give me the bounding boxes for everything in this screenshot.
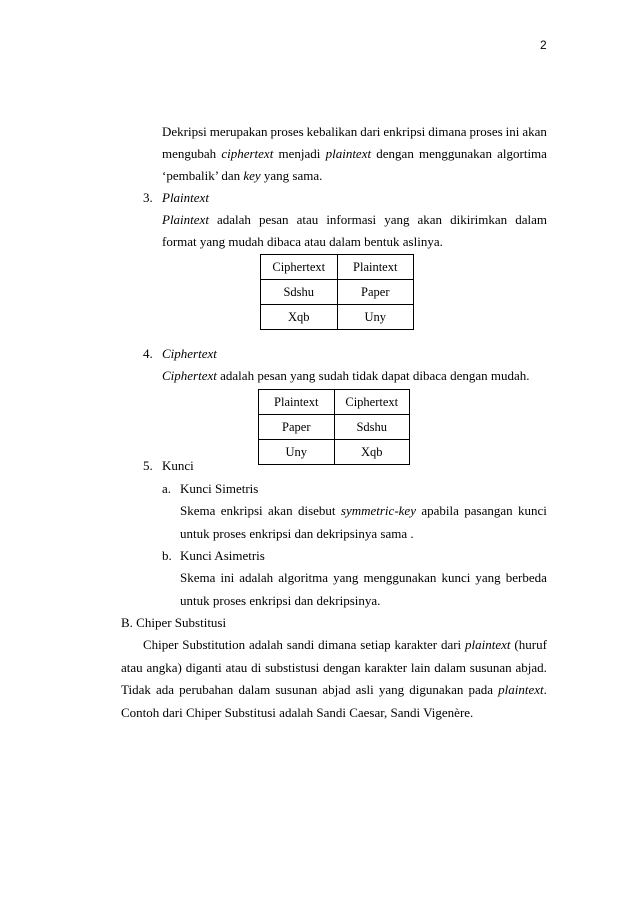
word: adalah (239, 570, 274, 585)
word: yang (378, 682, 405, 697)
word: Chiper (143, 637, 179, 652)
word: disebut (297, 503, 336, 518)
dekripsi-line-1 (162, 124, 547, 140)
term-plaintext: plaintext (465, 637, 511, 652)
word: asli (355, 682, 374, 697)
word: perubahan (179, 682, 234, 697)
item-heading-kunci-asimetris: Kunci Asimetris (180, 548, 265, 563)
word: atau (296, 212, 319, 227)
word: proses (469, 124, 503, 139)
table-cell: Xqb (261, 305, 338, 330)
text: menggunakan (419, 146, 492, 161)
word: pada (468, 682, 494, 697)
section-heading-plaintext (162, 190, 209, 206)
table-header-cell: Plaintext (259, 390, 335, 415)
term-plaintext: plaintext (498, 682, 544, 697)
page-number: 2 (540, 38, 547, 52)
term-plaintext: plaintext (325, 146, 372, 161)
word: sandi (286, 637, 315, 652)
table-cell: Paper (259, 415, 335, 440)
word: yang (475, 570, 501, 585)
dekripsi-line-2 (162, 146, 547, 162)
heading-text: Ciphertext (162, 346, 217, 361)
table-cell: Paper (337, 280, 414, 305)
word: di (251, 660, 262, 675)
word: diganti (185, 660, 222, 675)
table-header-row (261, 255, 414, 280)
word: karakter (394, 637, 438, 652)
text: menjadi (278, 146, 321, 161)
chiper-line-3 (121, 682, 547, 698)
word: atau (121, 660, 143, 675)
table-header-cell: Ciphertext (334, 390, 410, 415)
word: ini (505, 124, 520, 139)
word: karakter (364, 660, 408, 675)
punctuation: . (543, 682, 547, 697)
plaintext-ciphertext-table (258, 389, 410, 465)
plaintext-line-1 (162, 212, 547, 228)
word: dari (360, 124, 381, 139)
word: dengan (323, 660, 361, 675)
word: Skema (180, 503, 216, 518)
word: kebalikan (306, 124, 358, 139)
text: adalah pesan yang sudah tidak dapat dibaca dengan mudah. (216, 368, 530, 383)
table-row (261, 280, 414, 305)
chiper-line-4: Contoh dari Chiper Substitusi adalah Sandi Caesar, Sandi Vigenère. (121, 705, 474, 720)
word: digunakan (409, 682, 464, 697)
word: akan (268, 503, 293, 518)
term-ciphertext: ciphertext (221, 146, 274, 161)
word: menggunakan (363, 570, 437, 585)
word: kunci (441, 570, 471, 585)
term-plaintext: Plaintext (162, 212, 209, 227)
section-heading-chiper-substitusi: B. Chiper Substitusi (121, 615, 227, 630)
word: informasi (326, 212, 377, 227)
kunci-asimetris-line-1 (180, 570, 547, 586)
kunci-asimetris-line-2: untuk proses enkripsi dan dekripsinya. (180, 593, 381, 608)
text: ‘pembalik’ dan (162, 168, 244, 183)
word: proses (270, 124, 304, 139)
word: pasangan (464, 503, 513, 518)
table-row (259, 415, 410, 440)
word: apabila (421, 503, 459, 518)
section-heading-kunci: Kunci (162, 458, 194, 473)
ciphertext-line-1 (162, 368, 530, 384)
word: merupakan (209, 124, 268, 139)
chiper-line-1 (143, 637, 547, 653)
word: enkripsi (383, 124, 426, 139)
section-number-5: 5. (143, 458, 153, 473)
ciphertext-plaintext-table (260, 254, 414, 330)
text: dengan (376, 146, 414, 161)
table-cell: Xqb (334, 440, 410, 465)
word: enkripsi (220, 503, 263, 518)
text: mengubah (162, 146, 217, 161)
table-row (261, 305, 414, 330)
word: algoritma (278, 570, 329, 585)
word: adalah (216, 212, 251, 227)
term-key: key (243, 168, 261, 183)
word: atau (225, 660, 248, 675)
word: akan (417, 212, 443, 227)
word: adalah (249, 637, 283, 652)
chiper-line-2 (121, 660, 547, 676)
word: Tidak (121, 682, 151, 697)
kunci-simetris-line-2: untuk proses enkripsi dan dekripsinya sama . (180, 526, 414, 541)
term-symmetric-key: symmetric-key (340, 503, 416, 518)
word: abjad. (515, 660, 547, 675)
table-header-cell: Plaintext (337, 255, 414, 280)
word: setiap (360, 637, 391, 652)
word: kunci (518, 503, 547, 518)
word: ada (156, 682, 175, 697)
word: Substitution (182, 637, 246, 652)
word: dalam (238, 682, 271, 697)
word: dalam (515, 212, 547, 227)
table-cell: Uny (337, 305, 414, 330)
word: abjad (322, 682, 351, 697)
word: angka) (146, 660, 182, 675)
table-cell: Sdshu (334, 415, 410, 440)
word: dikirimkan (450, 212, 508, 227)
word: dalam (434, 660, 466, 675)
text: yang sama. (260, 168, 323, 183)
plaintext-line-2: format yang mudah dibaca atau dalam bentuk aslinya. (162, 234, 443, 249)
word: (huruf (514, 637, 547, 652)
item-heading-kunci-simetris: Kunci Simetris (180, 481, 259, 496)
table-header-cell: Ciphertext (261, 255, 338, 280)
word: Dekripsi (162, 124, 207, 139)
word: berbeda (505, 570, 547, 585)
word: substistusi (265, 660, 320, 675)
section-number-4: 4. (143, 346, 153, 361)
word: dimana (428, 124, 467, 139)
word: lain (410, 660, 431, 675)
section-heading-ciphertext (162, 346, 217, 362)
table-cell: Sdshu (261, 280, 338, 305)
word: yang (333, 570, 359, 585)
word: susunan (469, 660, 512, 675)
word: yang (384, 212, 410, 227)
table-header-row (259, 390, 410, 415)
table-row (259, 440, 410, 465)
text: algortima (497, 146, 547, 161)
section-number-3: 3. (143, 190, 153, 205)
item-label-a: a. (162, 481, 172, 496)
word: pesan (258, 212, 289, 227)
word: dari (440, 637, 462, 652)
word: Skema (180, 570, 216, 585)
dekripsi-line-3 (162, 168, 322, 184)
table-cell: Uny (259, 440, 335, 465)
word: ini (220, 570, 235, 585)
kunci-simetris-line-1 (180, 503, 547, 519)
word: dimana (318, 637, 357, 652)
heading-text: Plaintext (162, 190, 209, 205)
word: akan (522, 124, 547, 139)
item-label-b: b. (162, 548, 172, 563)
term-ciphertext: Ciphertext (162, 368, 217, 383)
word: susunan (275, 682, 318, 697)
